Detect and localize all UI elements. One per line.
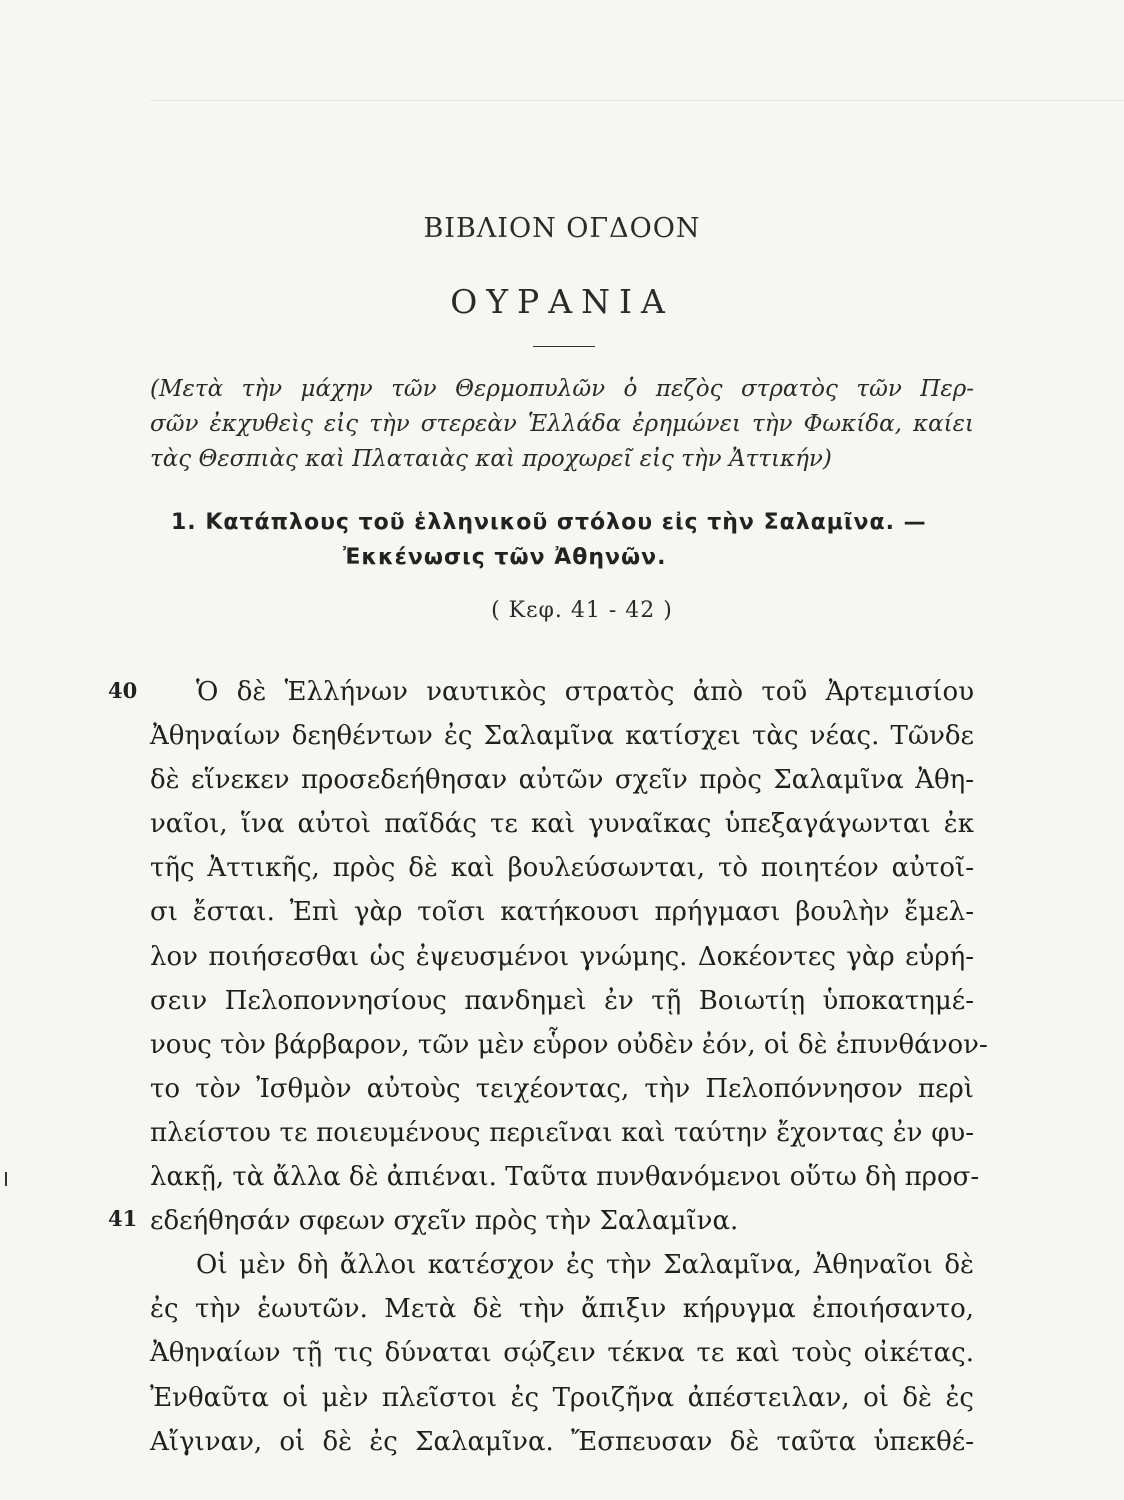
scan-edge-mark [5,1172,7,1186]
chapter-heading [171,505,961,575]
margin-number: 40 [108,678,138,703]
chapter-heading-line: 1. Κατάπλους τοῦ ἑλληνικοῦ στόλου εἰς τὴν Σαλαμῖνα. — [171,510,927,535]
text-line: εδεήθησάν σφεων σχεῖν πρὸς τὴν Σαλαμῖνα. [150,1206,739,1237]
text-line: λον ποιήσεσθαι ὡς ἐψευσμένοι γνώμης. Δοκέοντες γὰρ εὑρή- [150,941,974,972]
text-line: Αἴγιναν, οἱ δὲ ἐς Σαλαμῖνα. Ἔσπευσαν δὲ ταῦτα ὑπεκθέ- [150,1426,974,1457]
bleed-through-rule [150,100,1124,101]
text-line: Οἱ μὲν δὴ ἄλλοι κατέσχον ἐς τὴν Σαλαμῖνα, Ἀθηναῖοι δὲ [196,1250,974,1281]
chapter-heading-line: Ἐκκένωσις τῶν Ἀθηνῶν. [343,545,667,570]
text-line: τῆς Ἀττικῆς, πρὸς δὲ καὶ βουλεύσωνται, τὸ ποιητέον αὐτοῖ- [150,853,974,884]
book-title: ΒΙΒΛΙΟΝ ΟΓΔΟΟΝ [423,213,701,244]
margin-number: 41 [108,1206,138,1231]
text-line: νους τὸν βάρβαρον, τῶν μὲν εὗρον οὐδὲν ἐόν, οἱ δὲ ἐπυνθάνον- [150,1029,988,1060]
book-summary [150,372,974,477]
paragraph-40 [150,670,988,1243]
text-line: Ἐνθαῦτα οἱ μὲν πλεῖστοι ἐς Τροιζῆνα ἀπέστειλαν, οἱ δὲ ἐς [150,1382,974,1413]
text-line: σειν Πελοποννησίους πανδημεὶ ἐν τῇ Βοιωτίῃ ὑποκατημέ- [150,985,974,1016]
paragraph-41 [150,1243,974,1463]
text-line: λακῇ, τὰ ἄλλα δὲ ἀπιέναι. Ταῦτα πυνθανόμενοι οὕτω δὴ προσ- [150,1162,980,1193]
text-line: δὲ εἵνεκεν προσεδεήθησαν αὐτῶν σχεῖν πρὸς Σαλαμῖνα Ἀθη- [150,765,974,796]
chapter-reference: ( Κεφ. 41 - 42 ) [491,598,673,623]
section-title: ΟΥΡΑΝΙΑ [450,282,674,321]
text-line: ναῖοι, ἵνα αὐτοὶ παῖδάς τε καὶ γυναῖκας ὑπεξαγάγωνται ἐκ [150,809,974,840]
text-line: Ἀθηναίων δεηθέντων ἐς Σαλαμῖνα κατίσχει τὰς νέας. Τῶνδε [150,721,974,752]
text-line: το τὸν Ἰσθμὸν αὐτοὺς τειχέοντας, τὴν Πελοπόννησον περὶ [150,1073,974,1104]
text-line: ἐς τὴν ἑωυτῶν. Μετὰ δὲ τὴν ἄπιξιν κήρυγμα ἐποιήσαντο, [150,1294,974,1325]
text-line: πλείστου τε ποιευμένους περιεῖναι καὶ ταύτην ἔχοντας ἐν φυ- [150,1117,974,1148]
title-divider [533,346,595,347]
text-line: σι ἔσται. Ἐπὶ γὰρ τοῖσι κατήκουσι πρήγμασι βουλὴν ἔμελ- [150,897,974,928]
text-line: Ἀθηναίων τῇ τις δύναται σῴζειν τέκνα τε καὶ τοὺς οἰκέτας. [150,1338,974,1369]
summary-line: τὰς Θεσπιὰς καὶ Πλαταιὰς καὶ προχωρεῖ εἰς τὴν Ἀττικήν) [150,446,832,472]
summary-line: (Μετὰ τὴν μάχην τῶν Θερμοπυλῶν ὁ πεζὸς στρατὸς τῶν Περ- [150,376,974,402]
main-text [150,670,988,1464]
text-line: Ὁ δὲ Ἑλλήνων ναυτικὸς στρατὸς ἀπὸ τοῦ Ἀρτεμισίου [196,677,974,707]
summary-line: σῶν ἐκχυθεὶς εἰς τὴν στερεὰν Ἑλλάδα ἐρημώνει τὴν Φωκίδα, καίει [150,411,974,437]
